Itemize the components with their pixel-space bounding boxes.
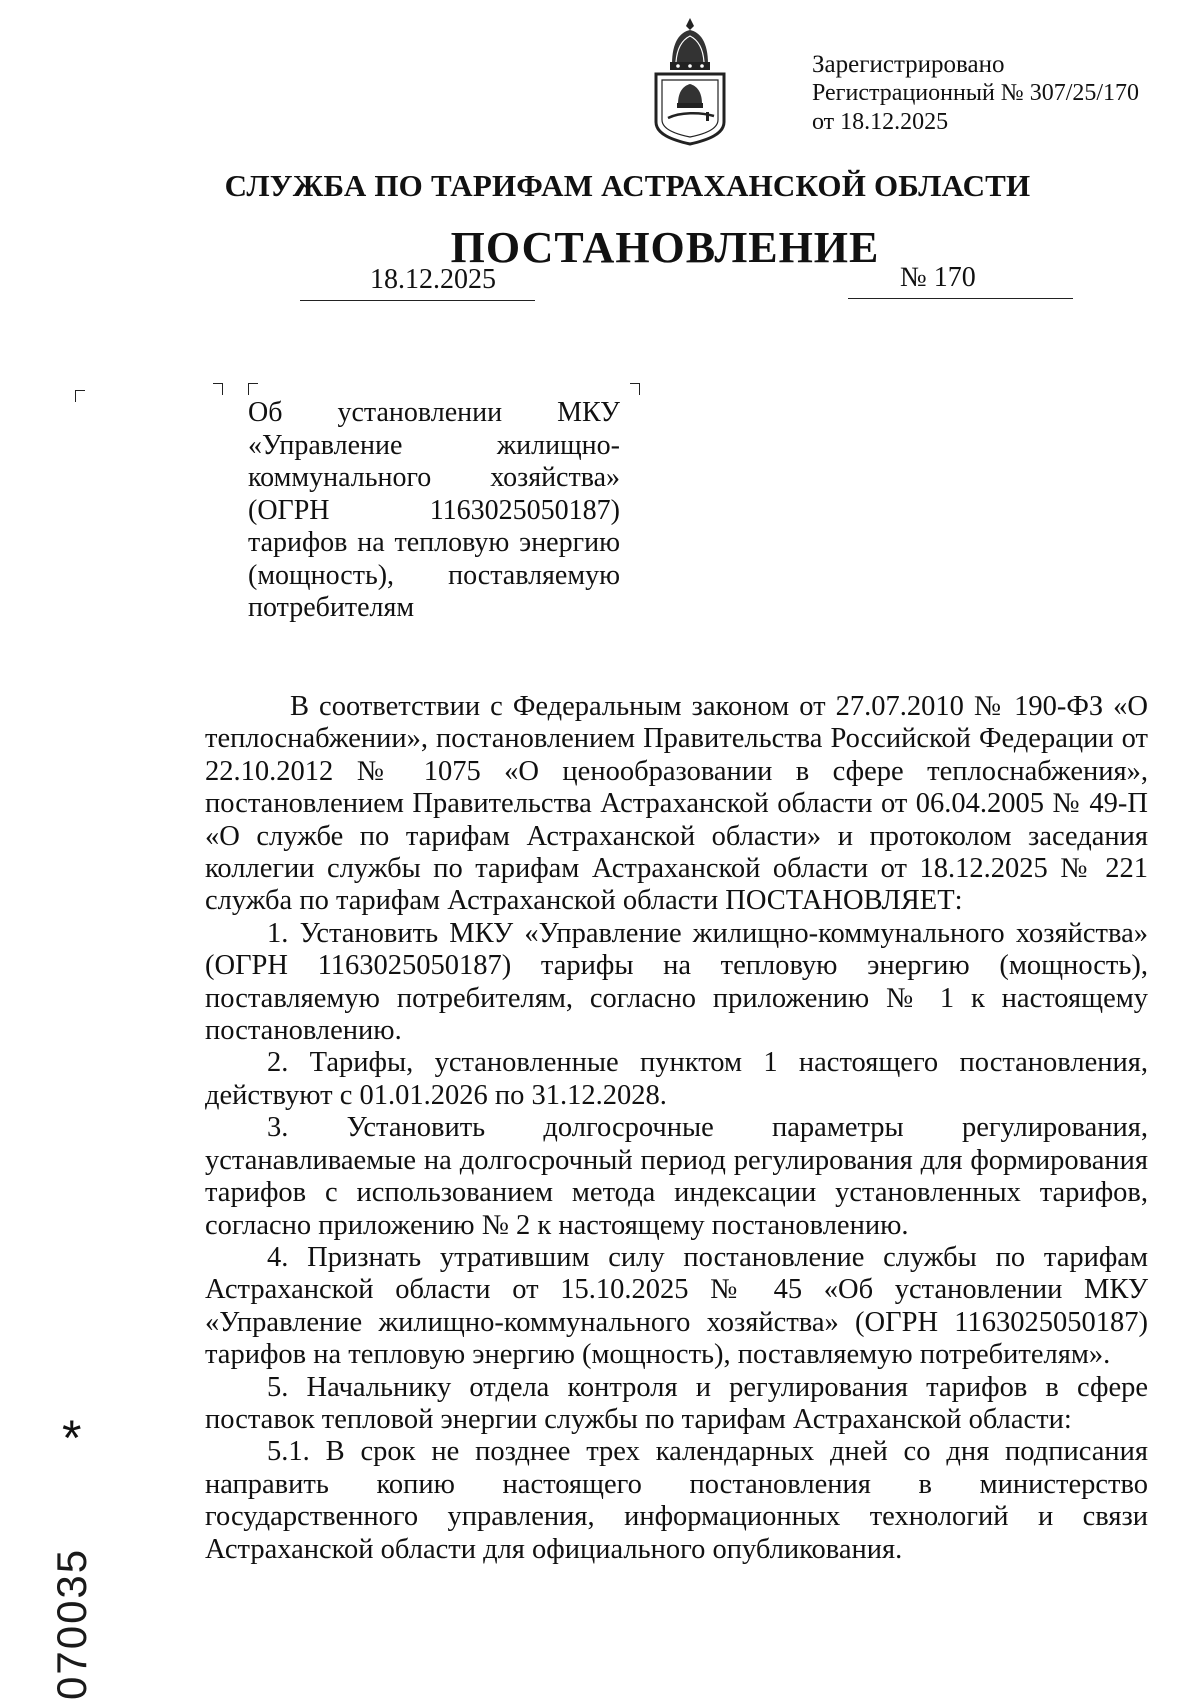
corner-mark: [213, 383, 223, 395]
preamble-paragraph: В соответствии с Федеральным законом от 27.07.2010 № 190-ФЗ «О теплоснабжении», постановлением Правительства Российской Федерации от 22.10.2012 № 1075 «О ценообразовании в сфере теплоснабжения», постановлением Правительства Астраханской области от 06.04.2005 № 49-П «О службе по тарифам Астраханской области» и протоколом заседания коллегии службы по тарифам Астраханской области от 18.12.2025 № 221 служба по тарифам Астраханской области ПОСТАНОВЛЯЕТ:: [205, 691, 1148, 917]
margin-serial-number: 070035: [48, 1547, 95, 1700]
clause-3: 3. Установить долгосрочные параметры регулирования, устанавливаемые на долгосрочный период регулирования для формирования тарифов с использованием метода индексации установленных тарифов, согласно приложению № 2 к настоящему постановлению.: [205, 1112, 1148, 1241]
document-number: № 170: [900, 262, 976, 293]
clause-4: 4. Признать утратившим силу постановление службы по тарифам Астраханской области от 15.10.2025 № 45 «Об установлении МКУ «Управление жилищно-коммунального хозяйства» (ОГРН 1163025050187) тарифов на тепловую энергию (мощность), поставляемую потребителям».: [205, 1241, 1148, 1371]
subject-line: Об установлении МКУ: [248, 397, 620, 428]
registration-stamp: [812, 50, 1139, 137]
clause-2: 2. Тарифы, установленные пунктом 1 настоящего постановления, действуют с 01.01.2026 по 31.12.2028.: [205, 1047, 1148, 1111]
date-underline: [300, 300, 535, 301]
clause-5-1: 5.1. В срок не позднее трех календарных дней со дня подписания направить копию настоящего постановления в министерство государственного управления, информационных технологий и связи Астраханской области для официального опубликования.: [205, 1436, 1148, 1565]
subject-line: потребителям: [248, 592, 415, 623]
agency-title: СЛУЖБА ПО ТАРИФАМ АСТРАХАНСКОЙ ОБЛАСТИ: [224, 168, 1031, 203]
clause-5: 5. Начальнику отдела контроля и регулирования тарифов в сфере поставок тепловой энергии службы по тарифам Астраханской области:: [205, 1371, 1148, 1435]
document-date: 18.12.2025: [370, 264, 496, 295]
subject-line: тарифов на тепловую энергию: [248, 527, 620, 558]
document-type: ПОСТАНОВЛЕНИЕ: [450, 223, 880, 272]
document-body: [205, 691, 1148, 1566]
margin-star: *: [62, 1410, 82, 1466]
subject-line: (ОГРН 1163025050187): [248, 494, 620, 526]
subject-line: (мощность), поставляемую: [248, 559, 620, 591]
subject-line: «Управление жилищно-: [248, 429, 620, 461]
registration-date: от 18.12.2025: [812, 109, 949, 135]
number-underline: [848, 298, 1073, 299]
clause-1: 1. Установить МКУ «Управление жилищно-коммунального хозяйства» (ОГРН 1163025050187) тарифы на тепловую энергию (мощность), поставляемую потребителям, согласно приложению № 1 к настоящему постановлению.: [205, 917, 1148, 1047]
registration-title: Зарегистрировано: [812, 51, 1005, 78]
corner-mark: [248, 383, 258, 395]
astrakhan-coat-of-arms-icon: [650, 12, 730, 147]
document-subject: [248, 397, 620, 625]
corner-mark: [630, 383, 640, 395]
registration-number: Регистрационный № 307/25/170: [812, 80, 1140, 106]
subject-line: коммунального хозяйства»: [248, 462, 620, 493]
corner-mark: [75, 390, 85, 402]
